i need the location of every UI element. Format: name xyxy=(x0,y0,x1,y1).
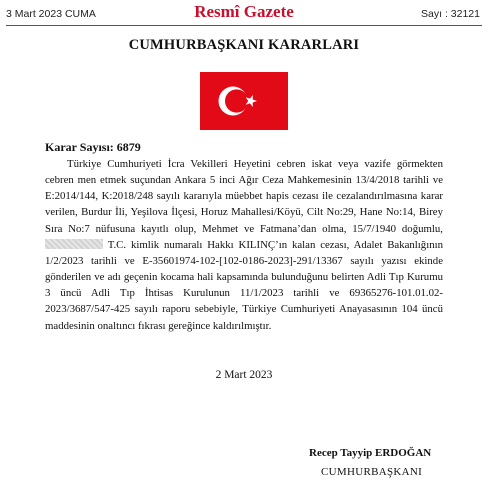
decision-body xyxy=(45,156,443,334)
redacted-id xyxy=(45,239,103,249)
issue-number: Sayı : 32121 xyxy=(421,8,480,20)
gazette-header xyxy=(0,0,488,28)
turkish-flag-icon xyxy=(200,72,288,130)
header-divider xyxy=(6,25,482,26)
gazette-title: Resmî Gazete xyxy=(194,2,294,21)
decision-number: Karar Sayısı: 6879 xyxy=(45,140,141,154)
section-title: CUMHURBAŞKANI KARARLARI xyxy=(128,37,360,53)
header-date: 3 Mart 2023 CUMA xyxy=(6,8,96,20)
crescent-inner xyxy=(225,89,248,112)
decision-text-part1: Türkiye Cumhuriyeti İcra Vekilleri Heyetini cebren iskat veya vazife görmekten cebren men etmek suçundan Ankara 5 inci Ağır Ceza Mahkemesinin 13/4/2018 tarihli ve E:2014/144, K:2018/248 sayılı kararıyla müebbet hapis cezası ile cezalandırılmasına karar verilen, Burdur İli, Yeşilova İlçesi, Horuz Mahallesi/Köyü, Cilt No:29, Hane No:14, Birey Sıra No:7 nüfusuna kayıtlı olup, Mehmet ve Fatmana’dan olma, 15/7/1940 doğumlu, xyxy=(45,158,443,235)
signer-name: Recep Tayyip ERDOĞAN xyxy=(309,447,432,459)
decision-paragraph xyxy=(45,156,443,334)
signature-date: 2 Mart 2023 xyxy=(215,369,273,381)
signer-title: CUMHURBAŞKANI xyxy=(321,466,423,478)
decision-text-part2: T.C. kimlik numaralı Hakkı KILINÇ’ın kalan cezası, Adalet Bakanlığının 1/2/2023 tarihli ve E-35601974-102-[102-0186-2023]-291/13367 sayılı yazısı ekinde gönderilen ve adı geçenin kocama hali kapsamında bulunduğunu belirten Adli Tıp Kurumu 3 üncü Adli Tıp İhtisas Kurulunun 11/1/2023 tarihli ve 69365276-101.01.02-2023/3687/547-425 sayılı raporu sebebiyle, Türkiye Cumhuriyeti Anayasasının 104 üncü maddesinin onaltıncı fıkrası gereğince kaldırılmıştır. xyxy=(45,238,443,332)
